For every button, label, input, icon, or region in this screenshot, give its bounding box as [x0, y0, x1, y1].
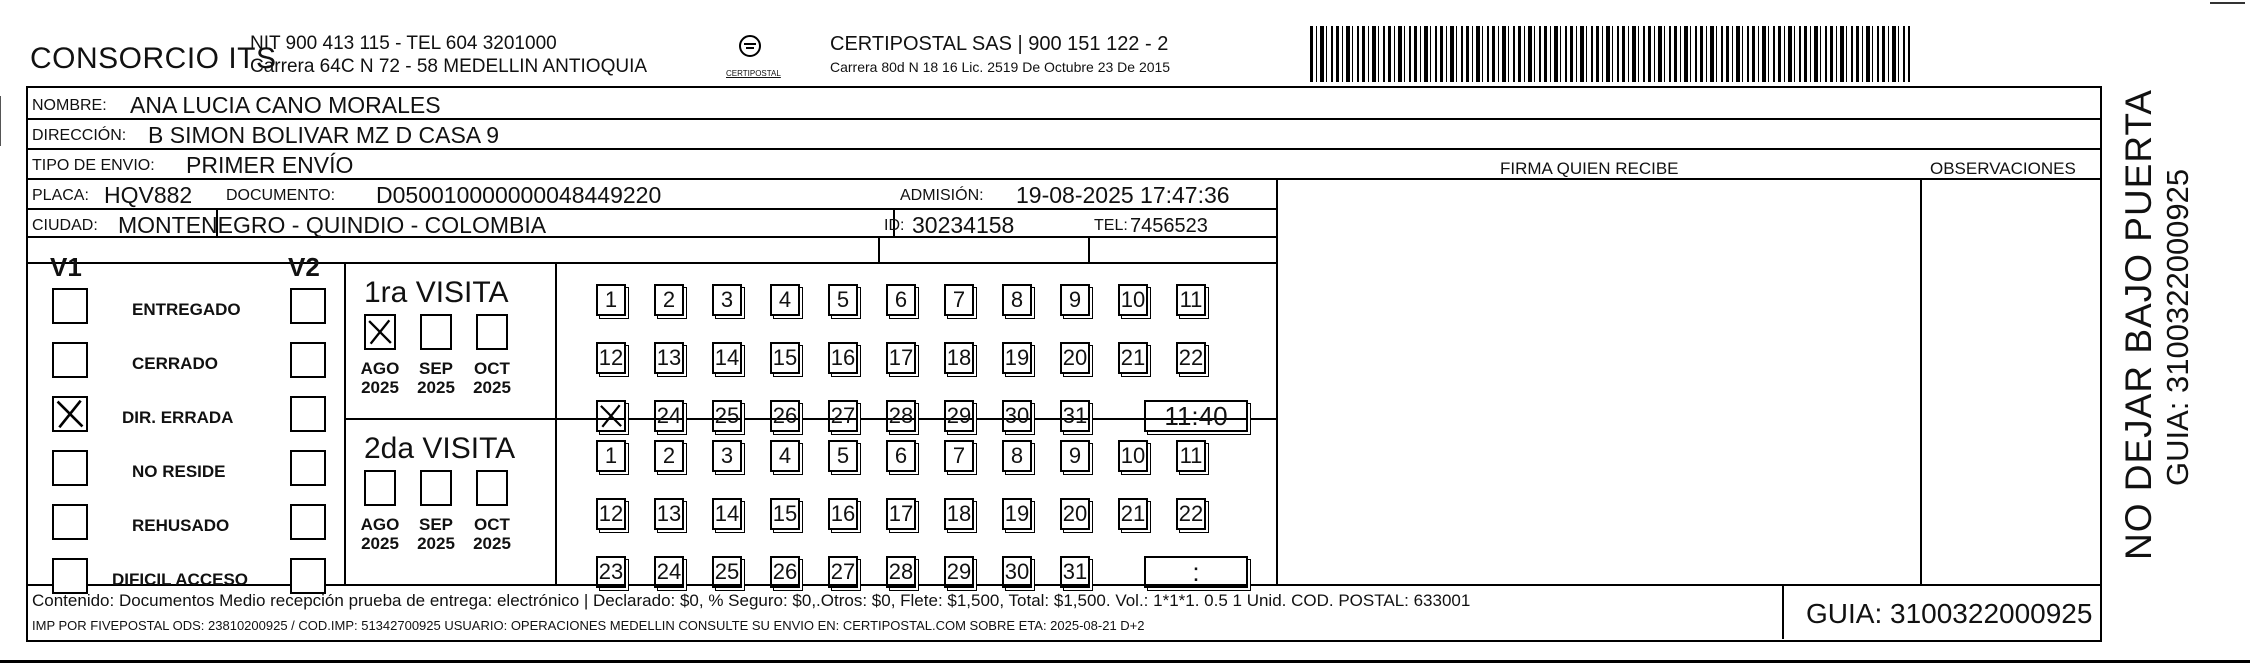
time-box[interactable]: 11:40	[1144, 400, 1248, 432]
day-box[interactable]: 12	[596, 342, 626, 374]
day-box[interactable]: 9	[1060, 440, 1090, 472]
logo-text: CERTIPOSTAL	[726, 69, 781, 78]
visit-title: 1ra VISITA	[364, 276, 509, 309]
month-label: SEP 2025	[417, 359, 455, 397]
check-mark-icon	[366, 316, 394, 348]
v2-header: V2	[288, 252, 320, 282]
day-box[interactable]: 18	[944, 342, 974, 374]
v1-checkbox[interactable]	[52, 342, 88, 378]
nombre-value: ANA LUCIA CANO MORALES	[130, 92, 441, 118]
day-box[interactable]: 12	[596, 498, 626, 530]
v1-checkbox[interactable]	[52, 558, 88, 594]
company-address: Carrera 64C N 72 - 58 MEDELLIN ANTIOQUIA	[250, 56, 648, 77]
month-label: OCT 2025	[473, 359, 511, 397]
day-box[interactable]: 28	[886, 556, 916, 588]
row-divider	[344, 418, 1276, 420]
day-box[interactable]: 10	[1118, 440, 1148, 472]
v1-checkbox[interactable]	[52, 504, 88, 540]
day-box[interactable]: 7	[944, 440, 974, 472]
id-value: 30234158	[912, 212, 1015, 238]
month-checkbox[interactable]	[476, 470, 508, 506]
direccion-label: DIRECCIÓN:	[32, 127, 127, 144]
day-box[interactable]: 15	[770, 498, 800, 530]
tipo-envio-value: PRIMER ENVÍO	[186, 152, 354, 178]
check-mark-icon	[54, 398, 86, 430]
admision-value: 19-08-2025 17:47:36	[1016, 182, 1230, 208]
col-divider	[878, 236, 880, 262]
v1-checkbox[interactable]	[52, 450, 88, 486]
month-checkbox[interactable]	[364, 314, 396, 350]
check-mark-icon	[598, 402, 624, 430]
placa-value: HQV882	[104, 182, 193, 208]
day-box[interactable]: 19	[1002, 342, 1032, 374]
certipostal-name: CERTIPOSTAL SAS | 900 151 122 - 2	[830, 33, 1169, 55]
day-box[interactable]: 19	[1002, 498, 1032, 530]
day-box[interactable]: 8	[1002, 440, 1032, 472]
col-divider	[1276, 178, 1278, 584]
day-box[interactable]: 29	[944, 556, 974, 588]
day-box[interactable]: 25	[712, 400, 742, 432]
month-label: OCT 2025	[473, 515, 511, 553]
day-box[interactable]: 9	[1060, 284, 1090, 316]
v2-checkbox[interactable]	[290, 558, 326, 594]
day-box[interactable]: 17	[886, 342, 916, 374]
month-checkbox[interactable]	[420, 470, 452, 506]
observaciones-header: OBSERVACIONES	[1930, 159, 2076, 178]
footer-content: Contenido: Documentos Medio recepción prueba de entrega: electrónico | Declarado: $0, % Seguro: $0,.Otros: $0, Flete: $1,500, Total: $1,500. Vol.: 1*1*1. 0.5 1 Unid. COD. POSTAL: 633001	[32, 591, 1471, 610]
placa-label: PLACA:	[32, 187, 89, 204]
day-box[interactable]: 10	[1118, 284, 1148, 316]
documento-value: D050010000000048449220	[376, 182, 662, 208]
day-box[interactable]: 26	[770, 556, 800, 588]
day-box[interactable]: 13	[654, 498, 684, 530]
day-box[interactable]: 5	[828, 440, 858, 472]
ciudad-label: CIUDAD:	[32, 217, 98, 234]
col-divider	[344, 262, 346, 584]
v2-checkbox[interactable]	[290, 450, 326, 486]
day-box[interactable]: 31	[1060, 556, 1090, 588]
status-label: CERRADO	[132, 354, 218, 373]
tel-value: 7456523	[1130, 215, 1208, 237]
time-box[interactable]: :	[1144, 556, 1248, 588]
day-box[interactable]: 1	[596, 440, 626, 472]
tipo-envio-label: TIPO DE ENVIO:	[32, 157, 155, 174]
v1-checkbox[interactable]	[52, 396, 88, 432]
documento-label: DOCUMENTO:	[226, 187, 336, 204]
day-box[interactable]: 30	[1002, 556, 1032, 588]
day-box[interactable]: 30	[1002, 400, 1032, 432]
v2-checkbox[interactable]	[290, 504, 326, 540]
day-box[interactable]: 28	[886, 400, 916, 432]
day-box[interactable]: 8	[1002, 284, 1032, 316]
day-box[interactable]: 26	[770, 400, 800, 432]
firma-header: FIRMA QUIEN RECIBE	[1500, 159, 1679, 178]
row-divider	[26, 208, 1276, 210]
visit-title: 2da VISITA	[364, 432, 516, 465]
day-box[interactable]: 23	[596, 556, 626, 588]
corner-mark	[2210, 2, 2245, 4]
v2-checkbox[interactable]	[290, 342, 326, 378]
col-divider	[555, 262, 557, 584]
ciudad-value: MONTENEGRO - QUINDIO - COLOMBIA	[118, 212, 547, 238]
day-box[interactable]: 15	[770, 342, 800, 374]
day-box[interactable]: 4	[770, 440, 800, 472]
day-box[interactable]: 25	[712, 556, 742, 588]
day-box[interactable]: 2	[654, 284, 684, 316]
row-divider	[26, 148, 2102, 150]
v1-checkbox[interactable]	[52, 288, 88, 324]
day-box[interactable]: 3	[712, 284, 742, 316]
tel-label: TEL:	[1094, 217, 1128, 234]
day-box[interactable]: 11	[1176, 440, 1206, 472]
day-box[interactable]: 20	[1060, 498, 1090, 530]
day-box[interactable]: 6	[886, 284, 916, 316]
day-box[interactable]: 3	[712, 440, 742, 472]
v2-checkbox[interactable]	[290, 396, 326, 432]
company-name: CONSORCIO ITS	[30, 42, 277, 75]
status-label: REHUSADO	[132, 516, 230, 535]
status-label: DIR. ERRADA	[122, 408, 234, 427]
day-box[interactable]: 17	[886, 498, 916, 530]
company-nit: NIT 900 413 115 - TEL 604 3201000	[250, 33, 557, 54]
day-box[interactable]: 31	[1060, 400, 1090, 432]
side-warning: NO DEJAR BAJO PUERTA	[2118, 89, 2159, 560]
day-box[interactable]: 14	[712, 498, 742, 530]
day-box[interactable]: 22	[1176, 342, 1206, 374]
day-box[interactable]: 13	[654, 342, 684, 374]
day-box[interactable]: 29	[944, 400, 974, 432]
day-box[interactable]: 4	[770, 284, 800, 316]
day-box[interactable]: 11	[1176, 284, 1206, 316]
day-box[interactable]	[596, 400, 626, 432]
month-checkbox[interactable]	[476, 314, 508, 350]
v2-checkbox[interactable]	[290, 288, 326, 324]
direccion-value: B SIMON BOLIVAR MZ D CASA 9	[148, 122, 500, 148]
month-checkbox[interactable]	[364, 470, 396, 506]
id-label: ID:	[884, 217, 905, 234]
day-box[interactable]: 21	[1118, 342, 1148, 374]
day-box[interactable]: 2	[654, 440, 684, 472]
day-box[interactable]: 20	[1060, 342, 1090, 374]
day-box[interactable]: 24	[654, 556, 684, 588]
nombre-label: NOMBRE:	[32, 97, 107, 114]
row-divider	[26, 118, 2102, 120]
v1-header: V1	[50, 252, 82, 282]
day-box[interactable]: 24	[654, 400, 684, 432]
left-edge-mark	[0, 96, 1, 146]
footer-imp: IMP POR FIVEPOSTAL ODS: 23810200925 / COD.IMP: 51342700925 USUARIO: OPERACIONES MEDELLIN CONSULTE SU ENVIO EN: CERTIPOSTAL.COM SOBRE ETA: 2025-08-21 D+2	[32, 618, 1145, 633]
row-divider	[26, 178, 2102, 180]
certipostal-license: Carrera 80d N 18 16 Lic. 2519 De Octubre 23 De 2015	[830, 59, 1171, 75]
col-divider	[1920, 178, 1922, 584]
month-label: AGO 2025	[360, 515, 400, 553]
status-label: NO RESIDE	[132, 462, 226, 481]
day-box[interactable]: 27	[828, 556, 858, 588]
day-box[interactable]: 16	[828, 342, 858, 374]
day-box[interactable]: 6	[886, 440, 916, 472]
month-checkbox[interactable]	[420, 314, 452, 350]
day-box[interactable]: 21	[1118, 498, 1148, 530]
footer-guia: GUIA: 3100322000925	[1806, 598, 2093, 629]
col-divider	[1088, 236, 1090, 262]
day-box[interactable]: 18	[944, 498, 974, 530]
bottom-rule	[0, 660, 2250, 663]
side-guia: GUIA: 3100322000925	[2160, 168, 2195, 486]
barcode	[1310, 26, 1910, 82]
status-label: DIFICIL ACCESO	[112, 570, 249, 589]
day-box[interactable]: 1	[596, 284, 626, 316]
admision-label: ADMISIÓN:	[900, 187, 984, 204]
day-box[interactable]: 5	[828, 284, 858, 316]
day-box[interactable]: 27	[828, 400, 858, 432]
day-box[interactable]: 16	[828, 498, 858, 530]
month-label: SEP 2025	[417, 515, 455, 553]
month-label: AGO 2025	[360, 359, 400, 397]
day-box[interactable]: 14	[712, 342, 742, 374]
status-label: ENTREGADO	[132, 300, 241, 319]
day-box[interactable]: 7	[944, 284, 974, 316]
day-box[interactable]: 22	[1176, 498, 1206, 530]
row-divider	[26, 262, 1276, 264]
